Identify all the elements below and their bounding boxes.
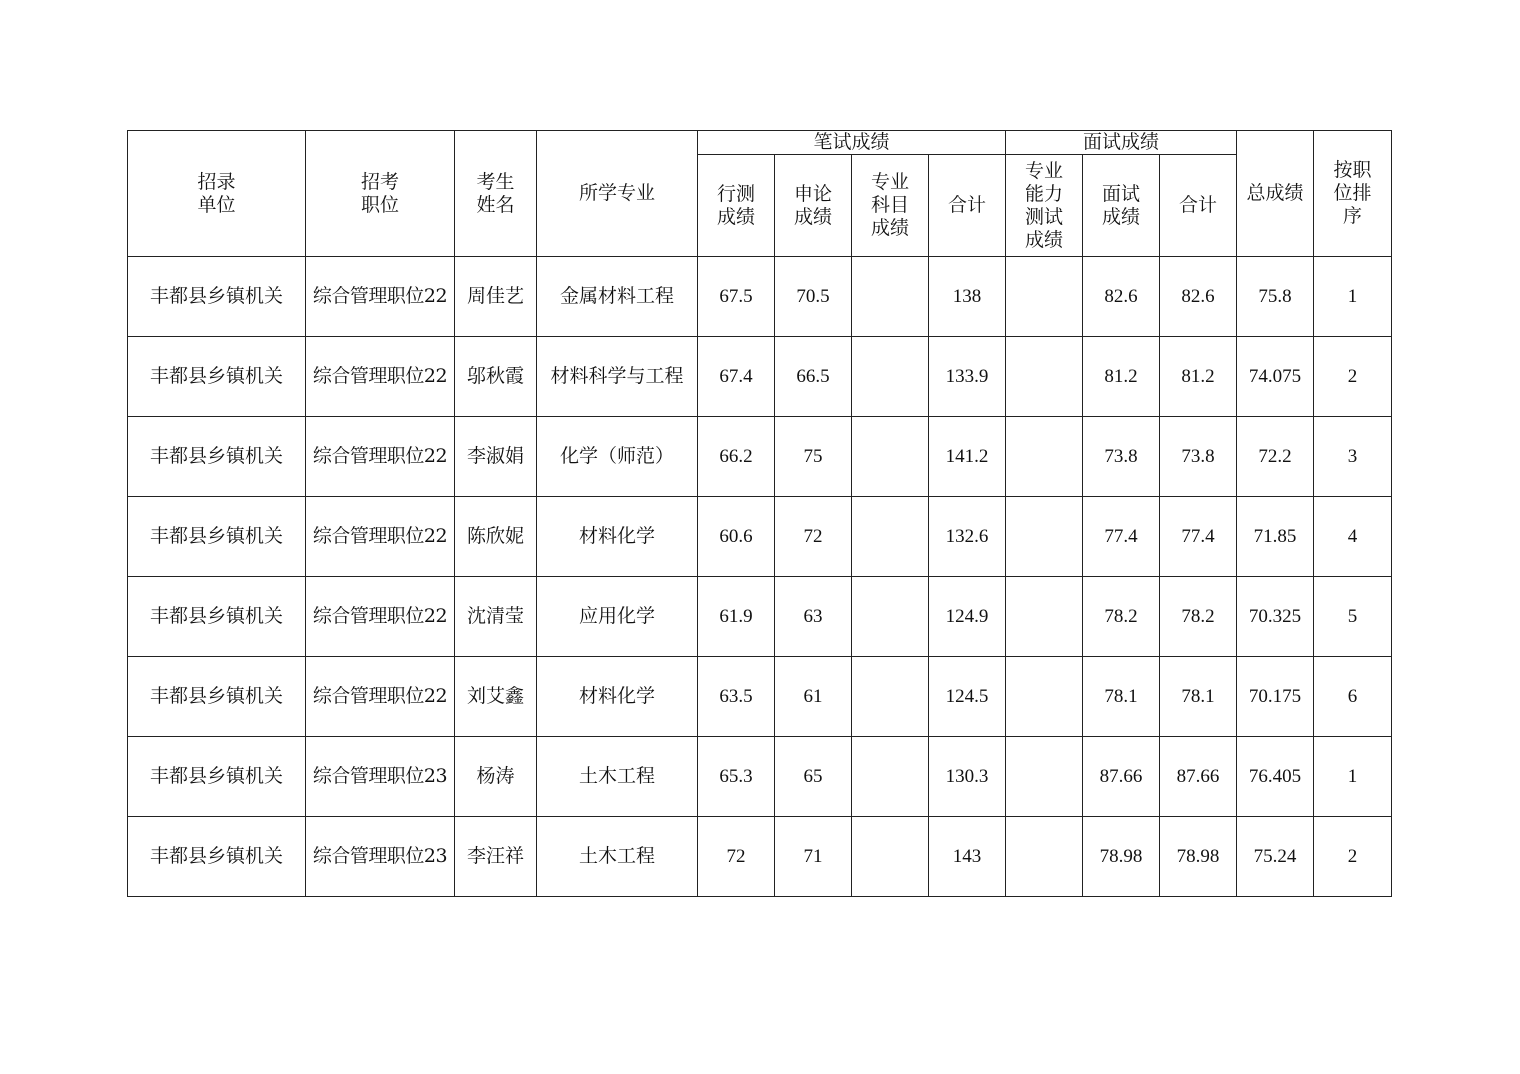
cell-ability-test <box>1006 657 1083 737</box>
cell-interview-score: 78.2 <box>1083 577 1160 657</box>
header-row-group <box>128 131 1392 155</box>
cell-interview-total: 78.1 <box>1160 657 1237 737</box>
cell-rank: 2 <box>1314 337 1392 417</box>
cell-name: 沈清莹 <box>455 577 537 657</box>
table-row <box>128 577 1392 657</box>
header-ability-test: 专业 能力 测试 成绩 <box>1006 155 1083 257</box>
cell-name: 周佳艺 <box>455 257 537 337</box>
cell-xingce: 65.3 <box>698 737 775 817</box>
cell-interview-score: 82.6 <box>1083 257 1160 337</box>
cell-total: 76.405 <box>1237 737 1314 817</box>
cell-xingce: 61.9 <box>698 577 775 657</box>
cell-total: 75.8 <box>1237 257 1314 337</box>
cell-shenlun: 71 <box>775 817 852 897</box>
header-major: 所学专业 <box>537 131 698 257</box>
cell-name: 邬秋霞 <box>455 337 537 417</box>
cell-name: 刘艾鑫 <box>455 657 537 737</box>
cell-total: 74.075 <box>1237 337 1314 417</box>
cell-position: 综合管理职位23 <box>306 737 455 817</box>
cell-xingce: 66.2 <box>698 417 775 497</box>
cell-unit: 丰都县乡镇机关 <box>128 657 306 737</box>
cell-zhuanye-kemu <box>852 657 929 737</box>
cell-ability-test <box>1006 577 1083 657</box>
cell-written-total: 130.3 <box>929 737 1006 817</box>
cell-shenlun: 65 <box>775 737 852 817</box>
cell-xingce: 60.6 <box>698 497 775 577</box>
cell-unit: 丰都县乡镇机关 <box>128 337 306 417</box>
header-position: 招考 职位 <box>306 131 455 257</box>
cell-name: 李淑娟 <box>455 417 537 497</box>
cell-name: 陈欣妮 <box>455 497 537 577</box>
header-zhuanye-kemu: 专业 科目 成绩 <box>852 155 929 257</box>
cell-interview-score: 87.66 <box>1083 737 1160 817</box>
cell-shenlun: 66.5 <box>775 337 852 417</box>
table-row <box>128 817 1392 897</box>
cell-written-total: 143 <box>929 817 1006 897</box>
cell-interview-score: 81.2 <box>1083 337 1160 417</box>
table-row <box>128 657 1392 737</box>
cell-zhuanye-kemu <box>852 257 929 337</box>
table-row <box>128 417 1392 497</box>
cell-shenlun: 70.5 <box>775 257 852 337</box>
cell-written-total: 141.2 <box>929 417 1006 497</box>
cell-interview-score: 73.8 <box>1083 417 1160 497</box>
cell-major: 材料化学 <box>537 657 698 737</box>
cell-interview-total: 78.98 <box>1160 817 1237 897</box>
cell-zhuanye-kemu <box>852 577 929 657</box>
cell-rank: 1 <box>1314 257 1392 337</box>
cell-interview-total: 82.6 <box>1160 257 1237 337</box>
cell-position: 综合管理职位22 <box>306 497 455 577</box>
cell-interview-total: 73.8 <box>1160 417 1237 497</box>
cell-unit: 丰都县乡镇机关 <box>128 257 306 337</box>
cell-ability-test <box>1006 417 1083 497</box>
cell-zhuanye-kemu <box>852 417 929 497</box>
cell-position: 综合管理职位22 <box>306 257 455 337</box>
cell-unit: 丰都县乡镇机关 <box>128 417 306 497</box>
cell-zhuanye-kemu <box>852 737 929 817</box>
cell-total: 70.325 <box>1237 577 1314 657</box>
cell-interview-total: 78.2 <box>1160 577 1237 657</box>
table-row <box>128 497 1392 577</box>
cell-shenlun: 72 <box>775 497 852 577</box>
table-row <box>128 737 1392 817</box>
cell-written-total: 124.5 <box>929 657 1006 737</box>
cell-shenlun: 75 <box>775 417 852 497</box>
cell-position: 综合管理职位22 <box>306 577 455 657</box>
cell-major: 金属材料工程 <box>537 257 698 337</box>
header-interview-score: 面试 成绩 <box>1083 155 1160 257</box>
header-unit: 招录 单位 <box>128 131 306 257</box>
cell-position: 综合管理职位22 <box>306 417 455 497</box>
cell-xingce: 63.5 <box>698 657 775 737</box>
cell-interview-score: 77.4 <box>1083 497 1160 577</box>
cell-major: 土木工程 <box>537 737 698 817</box>
cell-major: 材料科学与工程 <box>537 337 698 417</box>
cell-interview-total: 77.4 <box>1160 497 1237 577</box>
cell-written-total: 138 <box>929 257 1006 337</box>
cell-ability-test <box>1006 337 1083 417</box>
cell-ability-test <box>1006 817 1083 897</box>
cell-unit: 丰都县乡镇机关 <box>128 497 306 577</box>
cell-total: 72.2 <box>1237 417 1314 497</box>
cell-position: 综合管理职位22 <box>306 657 455 737</box>
cell-rank: 5 <box>1314 577 1392 657</box>
cell-major: 化学（师范） <box>537 417 698 497</box>
cell-major: 土木工程 <box>537 817 698 897</box>
cell-shenlun: 63 <box>775 577 852 657</box>
cell-position: 综合管理职位23 <box>306 817 455 897</box>
cell-xingce: 72 <box>698 817 775 897</box>
cell-major: 材料化学 <box>537 497 698 577</box>
cell-ability-test <box>1006 257 1083 337</box>
cell-interview-total: 81.2 <box>1160 337 1237 417</box>
header-name: 考生 姓名 <box>455 131 537 257</box>
table-row <box>128 257 1392 337</box>
cell-rank: 4 <box>1314 497 1392 577</box>
header-shenlun: 申论 成绩 <box>775 155 852 257</box>
cell-written-total: 124.9 <box>929 577 1006 657</box>
cell-unit: 丰都县乡镇机关 <box>128 577 306 657</box>
cell-xingce: 67.5 <box>698 257 775 337</box>
cell-interview-total: 87.66 <box>1160 737 1237 817</box>
cell-unit: 丰都县乡镇机关 <box>128 817 306 897</box>
cell-written-total: 132.6 <box>929 497 1006 577</box>
cell-zhuanye-kemu <box>852 337 929 417</box>
cell-interview-score: 78.1 <box>1083 657 1160 737</box>
header-interview-total: 合计 <box>1160 155 1237 257</box>
cell-total: 70.175 <box>1237 657 1314 737</box>
cell-ability-test <box>1006 497 1083 577</box>
cell-ability-test <box>1006 737 1083 817</box>
score-table <box>127 130 1392 897</box>
cell-zhuanye-kemu <box>852 497 929 577</box>
cell-xingce: 67.4 <box>698 337 775 417</box>
cell-zhuanye-kemu <box>852 817 929 897</box>
cell-written-total: 133.9 <box>929 337 1006 417</box>
header-written-group: 笔试成绩 <box>698 131 1006 155</box>
header-written-total: 合计 <box>929 155 1006 257</box>
cell-name: 杨涛 <box>455 737 537 817</box>
header-total: 总成绩 <box>1237 131 1314 257</box>
cell-position: 综合管理职位22 <box>306 337 455 417</box>
table-row <box>128 337 1392 417</box>
cell-rank: 6 <box>1314 657 1392 737</box>
cell-rank: 1 <box>1314 737 1392 817</box>
cell-unit: 丰都县乡镇机关 <box>128 737 306 817</box>
cell-total: 75.24 <box>1237 817 1314 897</box>
header-rank: 按职 位排 序 <box>1314 131 1392 257</box>
cell-major: 应用化学 <box>537 577 698 657</box>
cell-interview-score: 78.98 <box>1083 817 1160 897</box>
cell-rank: 3 <box>1314 417 1392 497</box>
cell-name: 李汪祥 <box>455 817 537 897</box>
cell-total: 71.85 <box>1237 497 1314 577</box>
header-xingce: 行测 成绩 <box>698 155 775 257</box>
cell-rank: 2 <box>1314 817 1392 897</box>
header-interview-group: 面试成绩 <box>1006 131 1237 155</box>
cell-shenlun: 61 <box>775 657 852 737</box>
